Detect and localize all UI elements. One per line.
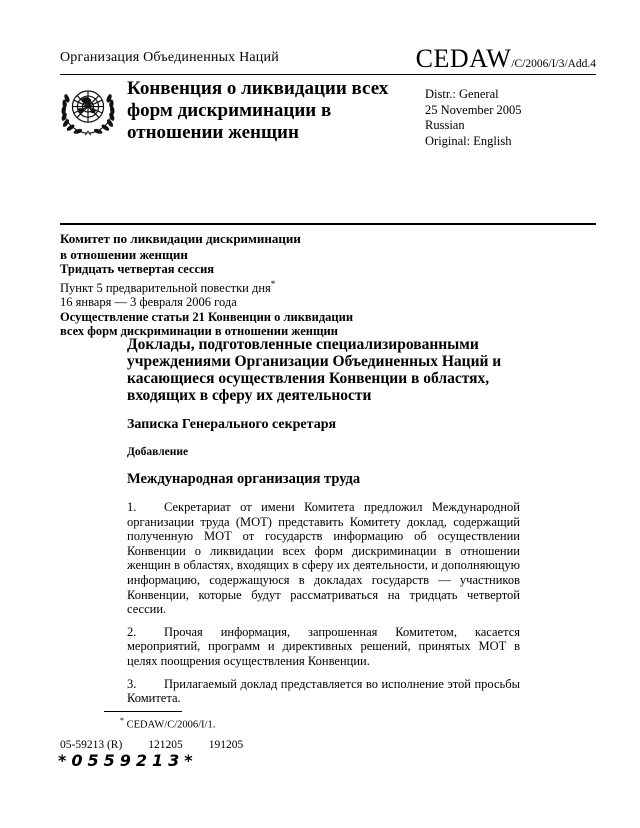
addendum-label: Добавление <box>127 446 189 458</box>
agenda-topic-line1: Осуществление статьи 21 Конвенции о ликвидации <box>60 309 354 324</box>
session-title: Тридцать четвертая сессия <box>60 262 215 276</box>
paragraph-1-text: Секретариат от имени Комитета предложил Международной организации труда (МОТ) представить Комитету доклад, содержащий полученную МОТ от государств информацию об осуществлении Конвенции о ликвидации всех форм дискриминации в отношении женщин в областях, входящих в сферу их деятельности, и дополняющую информацию, содержащуюся в докладах государств — участников Конвенции, которые будут рассматриваться на тридцать четвертой сессии. <box>127 500 520 617</box>
paragraph-2 <box>127 625 520 669</box>
distribution-block <box>425 87 522 149</box>
agenda-topic-line2: всех форм дискриминации в отношении женщин <box>60 324 338 339</box>
footnote-text: CEDAW/C/2006/I/1. <box>124 719 216 731</box>
print-date-code-1: 121205 <box>148 739 183 751</box>
language-line: Russian <box>425 118 465 132</box>
distr-line: Distr.: General <box>425 87 499 101</box>
print-date-code-2: 191205 <box>208 739 244 751</box>
main-content <box>127 336 520 714</box>
agenda-item-text: Пункт 5 предварительной повестки дня <box>60 280 271 295</box>
document-symbol-main: CEDAW <box>415 44 512 73</box>
date-line: 25 November 2005 <box>425 102 522 117</box>
document-symbol <box>416 44 596 74</box>
committee-name-line2: в отношении женщин <box>60 246 188 262</box>
header-divider <box>60 74 596 75</box>
org-name: Организация Объединенных Наций <box>60 50 279 65</box>
agenda-item <box>60 277 480 296</box>
paragraph-1 <box>127 500 520 617</box>
agenda-footnote-marker: * <box>270 278 276 289</box>
committee-name-line1: Комитет по ликвидации дискриминации <box>60 231 301 246</box>
barcode-text: *0559213* <box>58 751 198 770</box>
masthead-divider <box>60 223 596 225</box>
paragraph-2-number: 2. <box>127 624 137 639</box>
footnote <box>104 716 215 731</box>
paragraph-1-number: 1. <box>127 500 137 514</box>
committee-block <box>60 231 480 339</box>
convention-title: Конвенция о ликвидации всех форм дискриминации в отношении женщин <box>127 78 389 143</box>
document-title: Доклады, подготовленные специализированными учреждениями Организации Объединенных Наций и касающиеся осуществления Конвенции в областях, входящих в сферу их деятельности <box>127 336 502 404</box>
section-heading: Международная организация труда <box>127 471 361 487</box>
original-language-line: Original: English <box>425 133 512 148</box>
document-symbol-suffix: /C/2006/I/3/Add.4 <box>511 58 596 70</box>
paragraph-3-number: 3. <box>127 676 137 691</box>
document-subtitle: Записка Генерального секретаря <box>127 417 337 432</box>
paragraph-2-text: Прочая информация, запрошенная Комитетом, касается мероприятий, программ и директивных решений, принятых МОТ в целях поощрения осуществления Конвенции. <box>127 624 520 668</box>
footnote-divider <box>104 711 182 712</box>
session-dates: 16 января — 3 февраля 2006 года <box>60 295 237 310</box>
paragraph-3-text: Прилагаемый доклад представляется во исполнение этой просьбы Комитета. <box>127 676 520 706</box>
paragraph-list <box>127 500 520 706</box>
un-emblem-icon <box>55 79 121 147</box>
job-number: 05-59213 (R) <box>60 739 123 751</box>
print-code-line <box>60 739 243 751</box>
paragraph-3 <box>127 677 520 706</box>
footnote-marker: * <box>120 716 124 725</box>
